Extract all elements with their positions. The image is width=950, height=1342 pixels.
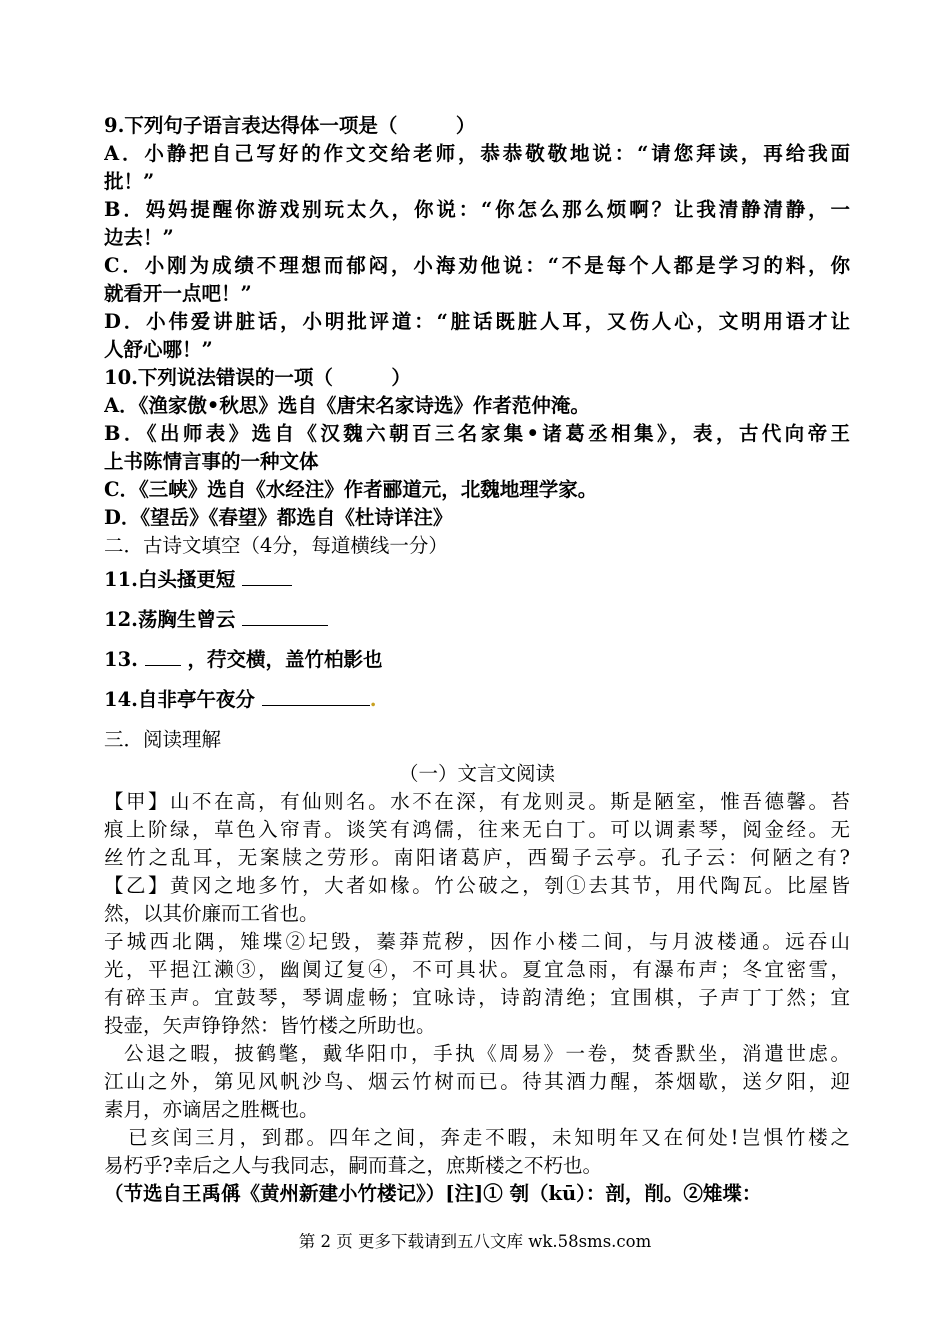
fill-blank-12: [104, 600, 850, 640]
question-10-option-b: B．《出师表》选自《汉魏六朝百三名家集•诸葛丞相集》，表，古代向帝王: [104, 422, 850, 445]
passage-jia-line: 【甲】山不在高，有仙则名。水不在深，有龙则灵。斯是陋室，惟吾德馨。苔: [104, 790, 850, 813]
fill-blank-14-text: 14.自非亭午夜分: [104, 688, 255, 711]
question-9-option-b: B．妈妈提醒你游戏别玩太久，你说：“你怎么那么烦啊？让我清静清静，一: [104, 198, 850, 221]
stray-mark: .: [369, 688, 377, 711]
section-2-title: 二．古诗文填空（4分，每道横线一分）: [104, 534, 448, 557]
question-9-option-b-cont: 边去！”: [104, 226, 174, 249]
passage-jia-line: 痕上阶绿，草色入帘青。谈笑有鸿儒，往来无白丁。可以调素琴，阅金经。无: [104, 818, 850, 841]
passage-yi-line: 【乙】黄冈之地多竹，大者如椽。竹公破之，刳①去其节，用代陶瓦。比屋皆: [104, 874, 850, 897]
section-3-subtitle: （一）文言文阅读: [398, 762, 555, 785]
question-10-stem: 10.下列说法错误的一项（ ）: [104, 366, 411, 389]
question-10-option-c: C．《三峡》选自《水经注》作者郦道元，北魏地理学家。: [104, 478, 598, 501]
passage-yi-line: 已亥闰三月，到郡。四年之间，奔走不暇，未知明年又在何处!岂惧竹楼之: [128, 1126, 850, 1149]
passage-yi-line: 然，以其价廉而工省也。: [104, 902, 319, 925]
answer-blank: [145, 645, 181, 666]
passage-source-note: （节选自王禹偁《黄州新建小竹楼记》）[注]① 刳（kū）：剖，削。②雉堞：: [104, 1182, 762, 1205]
question-9-option-d-cont: 人舒心哪！”: [104, 338, 213, 361]
question-9-option-a: A．小静把自己写好的作文交给老师，恭恭敬敬地说：“请您拜读，再给我面: [104, 142, 850, 165]
answer-blank: [242, 565, 292, 586]
passage-yi-line: 素月，亦谪居之胜概也。: [104, 1098, 319, 1121]
fill-blank-13-number: 13.: [104, 648, 138, 671]
question-9-option-c: C．小刚为成绩不理想而郁闷，小海劝他说：“不是每个人都是学习的料，你: [104, 254, 850, 277]
passage-yi-line: 有碎玉声。宜鼓琴，琴调虚畅；宜咏诗，诗韵清绝；宜围棋，子声丁丁然；宜: [104, 986, 850, 1009]
question-9-option-d: D．小伟爱讲脏话，小明批评道：“脏话既脏人耳，又伤人心，文明用语才让: [104, 310, 850, 333]
question-10-option-a: A．《渔家傲•秋思》选自《唐宋名家诗选》作者范仲淹。: [104, 394, 590, 417]
answer-blank: [262, 685, 370, 706]
answer-blank: [242, 605, 328, 626]
passage-yi-line: 易朽乎?幸后之人与我同志，嗣而葺之，庶斯楼之不朽也。: [104, 1154, 602, 1177]
fill-blank-14: [104, 680, 850, 720]
fill-blank-12-text: 12.荡胸生曾云: [104, 608, 236, 631]
passage-jia-line: 丝竹之乱耳，无案牍之劳形。南阳诸葛庐，西蜀子云亭。孔子云：何陋之有?: [104, 846, 850, 869]
passage-yi-line: 光，平挹江濑③，幽阒辽复④，不可具状。夏宜急雨，有瀑布声；冬宜密雪，: [104, 958, 850, 981]
question-9-option-c-cont: 就看开一点吧！”: [104, 282, 252, 305]
fill-blank-11: [104, 560, 850, 600]
question-9-option-a-cont: 批！”: [104, 170, 155, 193]
question-10-option-b-cont: 上书陈情言事的一种文体: [104, 450, 319, 473]
fill-blank-11-text: 11.白头搔更短: [104, 568, 236, 591]
question-9-stem: 9.下列句子语言表达得体一项是（ ）: [104, 114, 476, 137]
fill-blank-13: [104, 640, 850, 680]
passage-yi-line: 投壶，矢声铮铮然：皆竹楼之所助也。: [104, 1014, 436, 1037]
passage-yi-line: 江山之外，第见风帆沙鸟、烟云竹树而已。待其酒力醒，茶烟歇，送夕阳，迎: [104, 1070, 850, 1093]
passage-yi-line: 子城西北隅，雉堞②圮毁，蓁莽荒秽，因作小楼二间，与月波楼通。远吞山: [104, 930, 850, 953]
section-3-title: 三．阅读理解: [104, 728, 222, 751]
question-10-option-d: D．《望岳》《春望》都选自《杜诗详注》: [104, 506, 453, 529]
page-footer: 第 2 页 更多下载请到五八文库 wk.58sms.com: [298, 1232, 652, 1251]
fill-blank-13-text: ，荇交横，盖竹柏影也: [187, 648, 383, 671]
document-page: [104, 112, 850, 1208]
passage-yi-line: 公退之暇，披鹤氅，戴华阳巾，手执《周易》一卷，焚香默坐，消遣世虑。: [124, 1042, 850, 1065]
